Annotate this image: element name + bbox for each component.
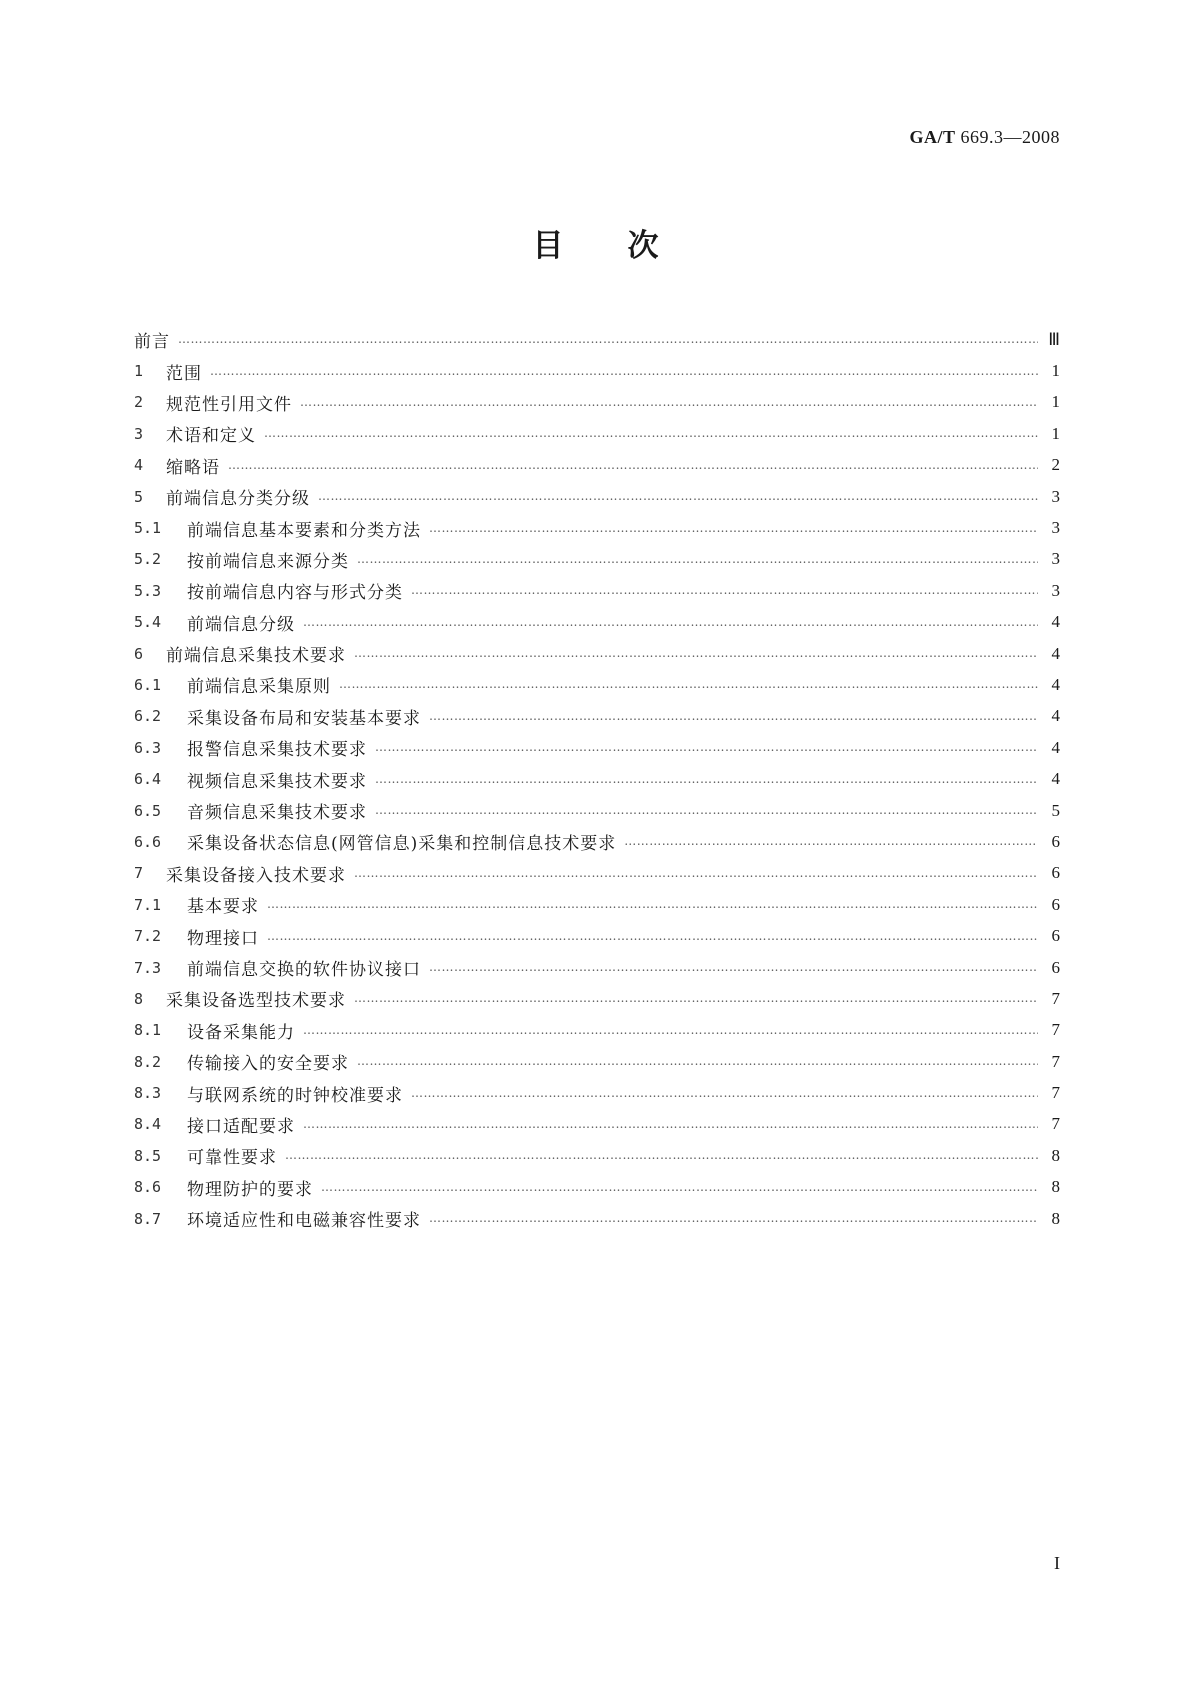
toc-dot-leader [303, 1109, 1038, 1140]
toc-entry-title: 音频信息采集技术要求 [187, 803, 367, 824]
toc-entry-number: 7.2 [134, 927, 162, 946]
toc-dot-leader [357, 544, 1038, 575]
toc-dot-leader [303, 1015, 1038, 1046]
toc-dot-leader [375, 732, 1038, 763]
toc-entry[interactable] [134, 669, 1060, 700]
toc-entry-title: 与联网系统的时钟校准要求 [187, 1085, 403, 1106]
toc-dot-leader [357, 1046, 1038, 1077]
toc-entry-number: 2 [134, 393, 144, 412]
toc-dot-leader [321, 1172, 1038, 1203]
page-title: 目次 [532, 228, 723, 264]
toc-dot-leader [339, 669, 1038, 700]
toc-dot-leader [228, 450, 1038, 481]
toc-entry-page: 1 [1051, 392, 1060, 412]
toc-entry-number: 6.5 [134, 801, 162, 820]
toc-dot-leader [178, 324, 1038, 355]
toc-entry-number: 6.1 [134, 675, 162, 694]
toc-entry[interactable] [134, 1046, 1060, 1077]
toc-entry[interactable] [134, 481, 1060, 512]
toc-entry[interactable] [134, 638, 1060, 669]
toc-entry[interactable] [134, 450, 1060, 481]
toc-dot-leader [303, 607, 1038, 638]
standard-code-prefix: GA/T [909, 127, 956, 147]
toc-entry-title: 采集设备状态信息(网管信息)采集和控制信息技术要求 [187, 834, 617, 855]
toc-entry-number: 1 [134, 362, 144, 381]
toc-dot-leader [429, 513, 1038, 544]
toc-entry-number: 4 [134, 456, 144, 475]
toc-entry-page: 5 [1051, 800, 1060, 820]
toc-entry-number: 8.4 [134, 1115, 162, 1134]
toc-entry[interactable] [134, 1109, 1060, 1140]
toc-entry-page: 4 [1051, 706, 1060, 726]
toc-dot-leader [264, 418, 1038, 449]
toc-entry-number: 5.3 [134, 581, 162, 600]
toc-entry[interactable] [134, 826, 1060, 857]
toc-entry[interactable] [134, 418, 1060, 449]
toc-entry-title: 传输接入的安全要求 [187, 1054, 349, 1075]
toc-entry-number: 8.5 [134, 1146, 162, 1165]
toc-entry-page: 7 [1051, 1020, 1060, 1040]
toc-entry-number: 8.6 [134, 1178, 162, 1197]
toc-entry-page: 7 [1051, 1051, 1060, 1071]
table-of-contents [134, 324, 1060, 1234]
toc-entry-page: 4 [1051, 769, 1060, 789]
toc-dot-leader [267, 889, 1038, 920]
page-number: I [1054, 1553, 1060, 1573]
toc-entry[interactable] [134, 324, 1060, 355]
toc-entry-title: 缩略语 [166, 457, 220, 478]
toc-entry-number: 3 [134, 424, 144, 443]
toc-entry[interactable] [134, 952, 1060, 983]
toc-entry-title: 视频信息采集技术要求 [187, 771, 367, 792]
toc-dot-leader [354, 638, 1038, 669]
toc-entry-page: 6 [1051, 957, 1060, 977]
toc-entry-number: 7.3 [134, 958, 162, 977]
toc-entry[interactable] [134, 983, 1060, 1014]
toc-entry-page: 8 [1051, 1208, 1060, 1228]
toc-entry-page: 1 [1051, 423, 1060, 443]
toc-entry-page: 8 [1051, 1145, 1060, 1165]
toc-entry-number: 8.2 [134, 1052, 162, 1071]
toc-entry[interactable] [134, 795, 1060, 826]
toc-dot-leader [318, 481, 1038, 512]
toc-entry[interactable] [134, 1203, 1060, 1234]
toc-entry-number: 7.1 [134, 895, 162, 914]
toc-dot-leader [429, 1203, 1038, 1234]
toc-entry-title: 按前端信息来源分类 [187, 551, 349, 572]
toc-entry-page: 4 [1051, 643, 1060, 663]
toc-entry-title: 采集设备布局和安装基本要求 [187, 708, 421, 729]
toc-entry[interactable] [134, 1077, 1060, 1108]
toc-dot-leader [375, 764, 1038, 795]
toc-entry[interactable] [134, 1015, 1060, 1046]
toc-entry[interactable] [134, 544, 1060, 575]
toc-entry-page: 4 [1051, 612, 1060, 632]
toc-entry-page: 8 [1051, 1177, 1060, 1197]
toc-dot-leader [624, 826, 1038, 857]
toc-dot-leader [375, 795, 1038, 826]
toc-entry-number: 8.7 [134, 1209, 162, 1228]
toc-entry-title: 规范性引用文件 [166, 394, 292, 415]
toc-entry-number: 8.1 [134, 1021, 162, 1040]
toc-entry-title: 物理接口 [187, 928, 259, 949]
toc-entry-page: 6 [1051, 831, 1060, 851]
toc-entry-title: 范围 [166, 363, 202, 384]
toc-entry-title: 前端信息基本要素和分类方法 [187, 520, 421, 541]
toc-entry-page: 7 [1051, 1083, 1060, 1103]
toc-entry-number: 8 [134, 989, 144, 1008]
toc-dot-leader [411, 575, 1038, 606]
toc-entry-number: 6.2 [134, 707, 162, 726]
toc-entry-number: 6 [134, 644, 144, 663]
toc-entry-title: 报警信息采集技术要求 [187, 740, 367, 761]
toc-entry-page: 7 [1051, 988, 1060, 1008]
toc-entry[interactable] [134, 732, 1060, 763]
toc-entry-page: Ⅲ [1048, 329, 1060, 349]
toc-entry-title: 前端信息采集原则 [187, 677, 331, 698]
toc-entry-title: 采集设备选型技术要求 [166, 991, 346, 1012]
toc-entry-page: 6 [1051, 894, 1060, 914]
toc-entry-title: 环境适应性和电磁兼容性要求 [187, 1211, 421, 1232]
toc-entry-title: 按前端信息内容与形式分类 [187, 583, 403, 604]
standard-code [909, 127, 1060, 148]
toc-dot-leader [354, 983, 1038, 1014]
toc-entry-title: 前言 [134, 332, 170, 353]
toc-entry-page: 1 [1051, 361, 1060, 381]
toc-entry-number: 6.6 [134, 832, 162, 851]
toc-entry[interactable] [134, 889, 1060, 920]
toc-entry-title: 可靠性要求 [187, 1148, 277, 1169]
toc-entry-page: 4 [1051, 737, 1060, 757]
toc-entry-page: 3 [1051, 486, 1060, 506]
toc-dot-leader [285, 1140, 1038, 1171]
toc-entry-title: 前端信息分级 [187, 614, 295, 635]
toc-entry[interactable] [134, 858, 1060, 889]
toc-entry-title: 前端信息采集技术要求 [166, 646, 346, 667]
toc-entry-number: 5 [134, 487, 144, 506]
toc-entry-number: 6.3 [134, 738, 162, 757]
toc-entry-number: 7 [134, 864, 144, 883]
toc-entry[interactable] [134, 1140, 1060, 1171]
toc-entry-page: 3 [1051, 549, 1060, 569]
toc-entry-page: 3 [1051, 580, 1060, 600]
standard-code-number: 669.3—2008 [960, 127, 1060, 147]
toc-entry[interactable] [134, 763, 1060, 794]
toc-dot-leader [300, 387, 1038, 418]
toc-dot-leader [411, 1078, 1038, 1109]
toc-dot-leader [267, 921, 1038, 952]
toc-entry-title: 设备采集能力 [187, 1022, 295, 1043]
toc-entry-page: 3 [1051, 518, 1060, 538]
toc-entry[interactable] [134, 920, 1060, 951]
toc-dot-leader [429, 701, 1038, 732]
toc-entry-title: 物理防护的要求 [187, 1179, 313, 1200]
toc-entry-page: 6 [1051, 926, 1060, 946]
toc-entry[interactable] [134, 607, 1060, 638]
toc-entry-title: 采集设备接入技术要求 [166, 865, 346, 886]
toc-entry[interactable] [134, 1172, 1060, 1203]
toc-entry[interactable] [134, 387, 1060, 418]
toc-entry-number: 5.4 [134, 613, 162, 632]
toc-dot-leader [210, 356, 1038, 387]
toc-entry-title: 术语和定义 [166, 426, 256, 447]
toc-entry-number: 5.2 [134, 550, 162, 569]
toc-dot-leader [354, 858, 1038, 889]
toc-entry[interactable] [134, 575, 1060, 606]
toc-entry-title: 基本要求 [187, 897, 259, 918]
toc-entry-title: 前端信息分类分级 [166, 489, 310, 510]
toc-entry-number: 5.1 [134, 519, 162, 538]
toc-entry-page: 2 [1051, 455, 1060, 475]
toc-entry[interactable] [134, 512, 1060, 543]
toc-entry[interactable] [134, 701, 1060, 732]
toc-entry-page: 6 [1051, 863, 1060, 883]
toc-entry-page: 7 [1051, 1114, 1060, 1134]
toc-entry-page: 4 [1051, 674, 1060, 694]
toc-entry[interactable] [134, 355, 1060, 386]
toc-entry-number: 8.3 [134, 1084, 162, 1103]
toc-entry-title: 前端信息交换的软件协议接口 [187, 960, 421, 980]
toc-entry-number: 6.4 [134, 770, 162, 789]
toc-entry-title: 接口适配要求 [187, 1116, 295, 1137]
toc-dot-leader [429, 952, 1038, 983]
